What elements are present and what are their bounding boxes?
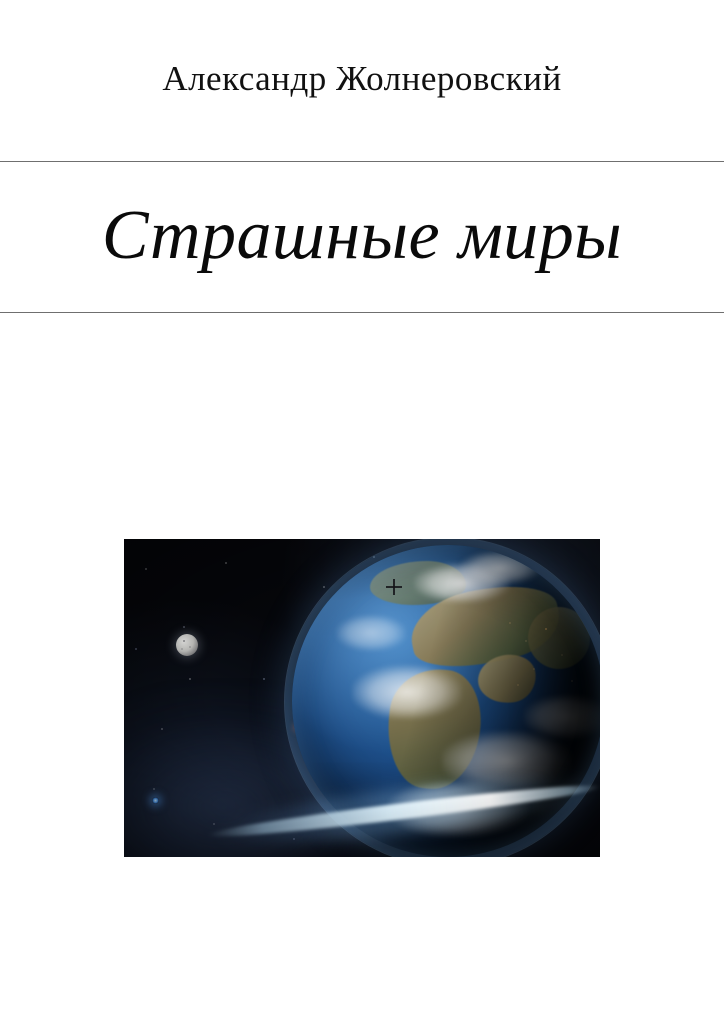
author-block	[0, 58, 724, 100]
blue-star-icon	[152, 797, 159, 804]
planet-earth	[292, 545, 600, 857]
moon	[176, 634, 198, 656]
day-night-terminator	[292, 545, 600, 857]
cover-illustration-wrapper	[124, 539, 600, 857]
divider-bottom	[0, 312, 724, 313]
author-name: Александр Жолнеровский	[162, 59, 562, 98]
title-block	[0, 162, 724, 312]
book-title: Страшные миры	[101, 197, 623, 274]
earth-from-space-illustration	[124, 539, 600, 857]
